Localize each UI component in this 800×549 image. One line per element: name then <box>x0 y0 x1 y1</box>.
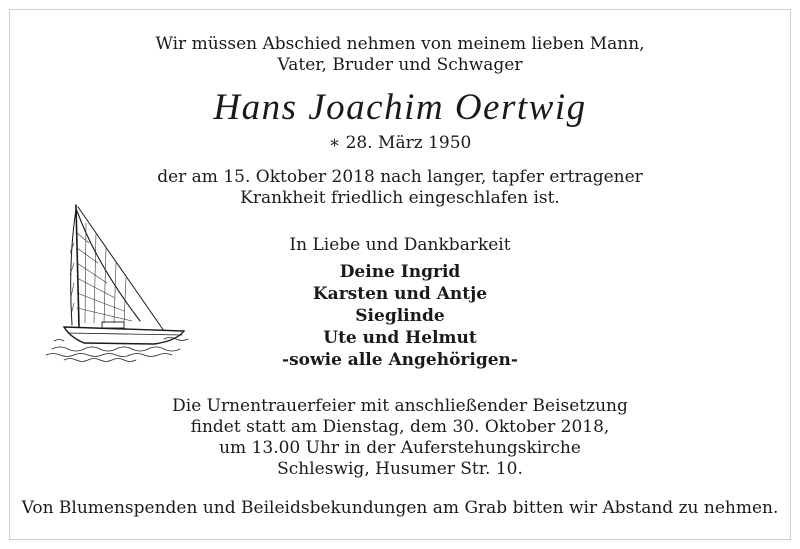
death-line-1: der am 15. Oktober 2018 nach langer, tapfer ertragener <box>157 167 643 187</box>
mourner-name: Sieglinde <box>355 306 445 326</box>
funeral-line-2: findet statt am Dienstag, dem 30. Oktober 2018, <box>190 417 610 437</box>
birth-date: ∗ 28. März 1950 <box>328 133 472 153</box>
funeral-line-1: Die Urnentrauerfeier mit anschließender Beisetzung <box>172 396 628 416</box>
mourner-name: -sowie alle Angehörigen- <box>282 350 518 370</box>
sailboat-icon <box>44 203 204 363</box>
funeral-line-3: um 13.00 Uhr in der Auferstehungskirche <box>219 438 581 458</box>
intro-line-1: Wir müssen Abschied nehmen von meinem lieben Mann, <box>155 34 645 54</box>
funeral-line-4: Schleswig, Husumer Str. 10. <box>277 459 523 479</box>
closing-note: Von Blumenspenden und Beileidsbekundungen am Grab bitten wir Abstand zu nehmen. <box>21 498 779 518</box>
death-line-2: Krankheit friedlich eingeschlafen ist. <box>240 188 560 208</box>
mourner-name: Deine Ingrid <box>339 262 461 282</box>
mourners-heading: In Liebe und Dankbarkeit <box>289 235 511 255</box>
mourner-name: Karsten und Antje <box>312 284 488 304</box>
deceased-name: Hans Joachim Oertwig <box>213 87 587 128</box>
intro-line-2: Vater, Bruder und Schwager <box>277 55 523 75</box>
mourner-name: Ute und Helmut <box>323 328 477 348</box>
